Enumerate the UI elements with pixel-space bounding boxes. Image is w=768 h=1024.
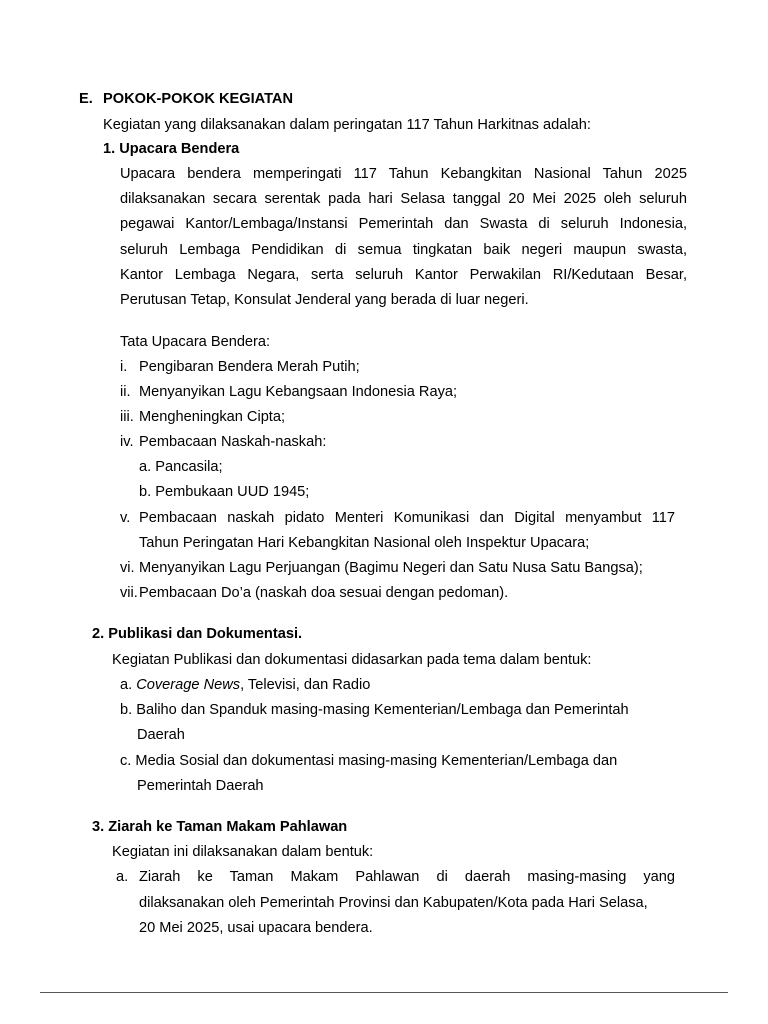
step-iii-text: Mengheningkan Cipta;: [139, 409, 286, 425]
item2-a-rest: , Televisi, dan Radio: [240, 677, 371, 693]
item1-paragraph-line-5: Kantor Lembaga Negara, serta seluruh Kantor Perwakilan RI/Kedutaan Besar,: [120, 267, 687, 283]
step-iv-number: iv.: [120, 434, 134, 450]
item1-paragraph-line-2: dilaksanakan secara serentak pada hari Selasa tanggal 20 Mei 2025 oleh seluruh: [120, 191, 687, 207]
section-letter: E.: [79, 91, 93, 107]
section-title: POKOK-POKOK KEGIATAN: [103, 91, 293, 107]
item2-intro: Kegiatan Publikasi dan dokumentasi didasarkan pada tema dalam bentuk:: [112, 652, 592, 668]
step-v-line-2: Tahun Peringatan Hari Kebangkitan Nasional oleh Inspektur Upacara;: [139, 535, 590, 551]
sub-step-a: a. Pancasila;: [139, 459, 223, 475]
step-ii-text: Menyanyikan Lagu Kebangsaan Indonesia Raya;: [139, 384, 458, 400]
item2-a-label: a.: [120, 677, 133, 693]
footer-divider: [40, 992, 728, 993]
item3-a-line-3: 20 Mei 2025, usai upacara bendera.: [139, 920, 373, 936]
step-ii-number: ii.: [120, 384, 131, 400]
item2-a-item: [120, 676, 370, 694]
item2-b-line-1: b. Baliho dan Spanduk masing-masing Kementerian/Lembaga dan Pemerintah: [120, 702, 629, 718]
step-i-number: i.: [120, 359, 128, 375]
item2-a-italic: Coverage News: [136, 677, 241, 693]
step-vi-number: vi.: [120, 560, 135, 576]
step-vii-text: Pembacaan Do’a (naskah doa sesuai dengan pedoman).: [139, 585, 509, 601]
sub-step-b: b. Pembukaan UUD 1945;: [139, 484, 310, 500]
item1-heading: 1. Upacara Bendera: [103, 141, 240, 157]
item3-a-line-1: Ziarah ke Taman Makam Pahlawan di daerah masing-masing yang: [139, 869, 675, 885]
item2-heading: 2. Publikasi dan Dokumentasi.: [92, 626, 303, 642]
step-vi-text: Menyanyikan Lagu Perjuangan (Bagimu Negeri dan Satu Nusa Satu Bangsa);: [139, 560, 643, 576]
tata-upacara-title: Tata Upacara Bendera:: [120, 334, 271, 350]
step-i-text: Pengibaran Bendera Merah Putih;: [139, 359, 360, 375]
item1-paragraph-line-4: seluruh Lembaga Pendidikan di semua tingkatan baik negeri maupun swasta,: [120, 242, 687, 258]
item1-paragraph-line-1: Upacara bendera memperingati 117 Tahun Kebangkitan Nasional Tahun 2025: [120, 166, 687, 182]
item3-intro: Kegiatan ini dilaksanakan dalam bentuk:: [112, 844, 374, 860]
step-iii-number: iii.: [120, 409, 134, 425]
item2-b-line-2: Daerah: [137, 727, 185, 743]
item1-paragraph-line-6: Perutusan Tetap, Konsulat Jenderal yang berada di luar negeri.: [120, 292, 529, 308]
item1-paragraph-line-3: pegawai Kantor/Lembaga/Instansi Pemerintah dan Swasta di seluruh Indonesia,: [120, 216, 687, 232]
item2-c-line-1: c. Media Sosial dan dokumentasi masing-masing Kementerian/Lembaga dan: [120, 753, 618, 769]
step-iv-text: Pembacaan Naskah-naskah:: [139, 434, 327, 450]
item3-heading: 3. Ziarah ke Taman Makam Pahlawan: [92, 819, 348, 835]
item3-a-label: a.: [116, 869, 129, 885]
item3-a-line-2: dilaksanakan oleh Pemerintah Provinsi dan Kabupaten/Kota pada Hari Selasa,: [139, 895, 648, 911]
item2-c-line-2: Pemerintah Daerah: [137, 778, 264, 794]
section-intro: Kegiatan yang dilaksanakan dalam peringatan 117 Tahun Harkitnas adalah:: [103, 117, 591, 133]
step-v-number: v.: [120, 510, 131, 526]
step-vii-number: vii.: [120, 585, 138, 601]
step-v-line-1: Pembacaan naskah pidato Menteri Komunikasi dan Digital menyambut 117: [139, 510, 675, 526]
